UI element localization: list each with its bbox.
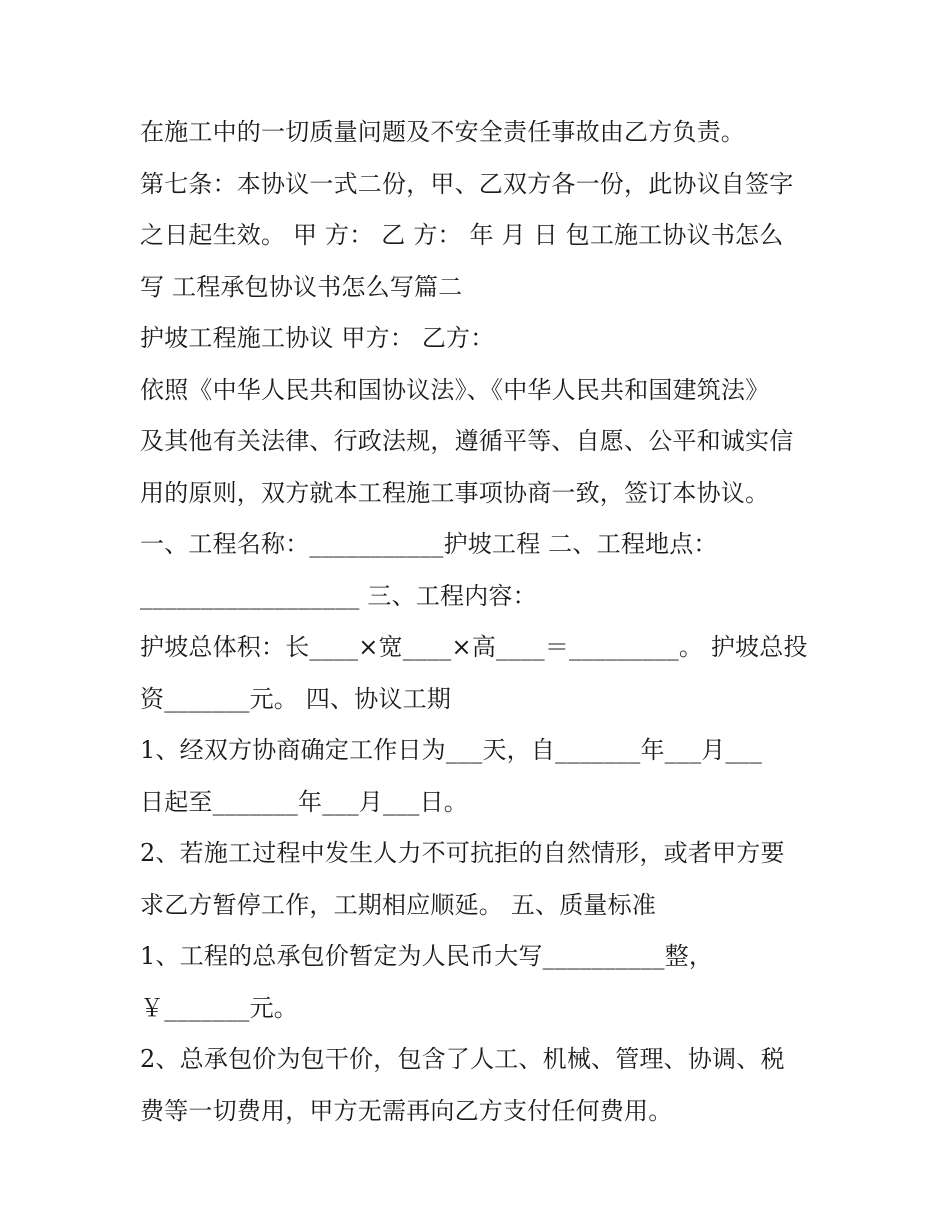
text-line: 护坡工程施工协议 甲方： 乙方： bbox=[140, 324, 495, 352]
text-line: 1、经双方协商确定工作日为___天，自_______年___月___ bbox=[140, 736, 763, 764]
text-line: 费等一切费用，甲方无需再向乙方支付任何费用。 bbox=[140, 1096, 673, 1125]
text-line: ￥_______元。 bbox=[140, 993, 298, 1022]
text-line: 一、工程名称：___________护坡工程 二、工程地点： bbox=[140, 530, 718, 558]
text-line: 日起至_______年___月___日。 bbox=[140, 787, 468, 816]
text-line: __________________ 三、工程内容： bbox=[140, 581, 537, 610]
text-line: 第七条：本协议一式二份，甲、乙双方各一份，此协议自签字 bbox=[140, 169, 794, 198]
text-line: 之日起生效。 甲 方： 乙 方： 年 月 日 包工施工协议书怎么 bbox=[140, 221, 784, 249]
text-line: 依照《中华人民共和国协议法》、《中华人民共和国建筑法》 bbox=[140, 375, 770, 404]
document-body bbox=[140, 107, 820, 1137]
text-line: 资_______元。 四、协议工期 bbox=[140, 684, 452, 713]
text-line: 1、工程的总承包价暂定为人民币大写__________整， bbox=[140, 942, 714, 970]
text-line: 护坡总体积：长____×宽____×高____＝_________。 护坡总投 bbox=[140, 633, 808, 661]
text-line: 求乙方暂停工作，工期相应顺延。 五、质量标准 bbox=[140, 890, 657, 919]
text-line: 2、若施工过程中发生人力不可抗拒的自然情形，或者甲方要 bbox=[140, 839, 785, 867]
text-line: 及其他有关法律、行政法规，遵循平等、自愿、公平和诚实信 bbox=[140, 427, 794, 455]
text-line: 2、总承包价为包干价，包含了人工、机械、管理、协调、税 bbox=[140, 1045, 785, 1073]
text-line: 在施工中的一切质量问题及不安全责任事故由乙方负责。 bbox=[140, 118, 745, 146]
text-line: 写 工程承包协议书怎么写篇二 bbox=[140, 272, 463, 301]
text-line: 用的原则，双方就本工程施工事项协商一致，签订本协议。 bbox=[140, 478, 770, 507]
